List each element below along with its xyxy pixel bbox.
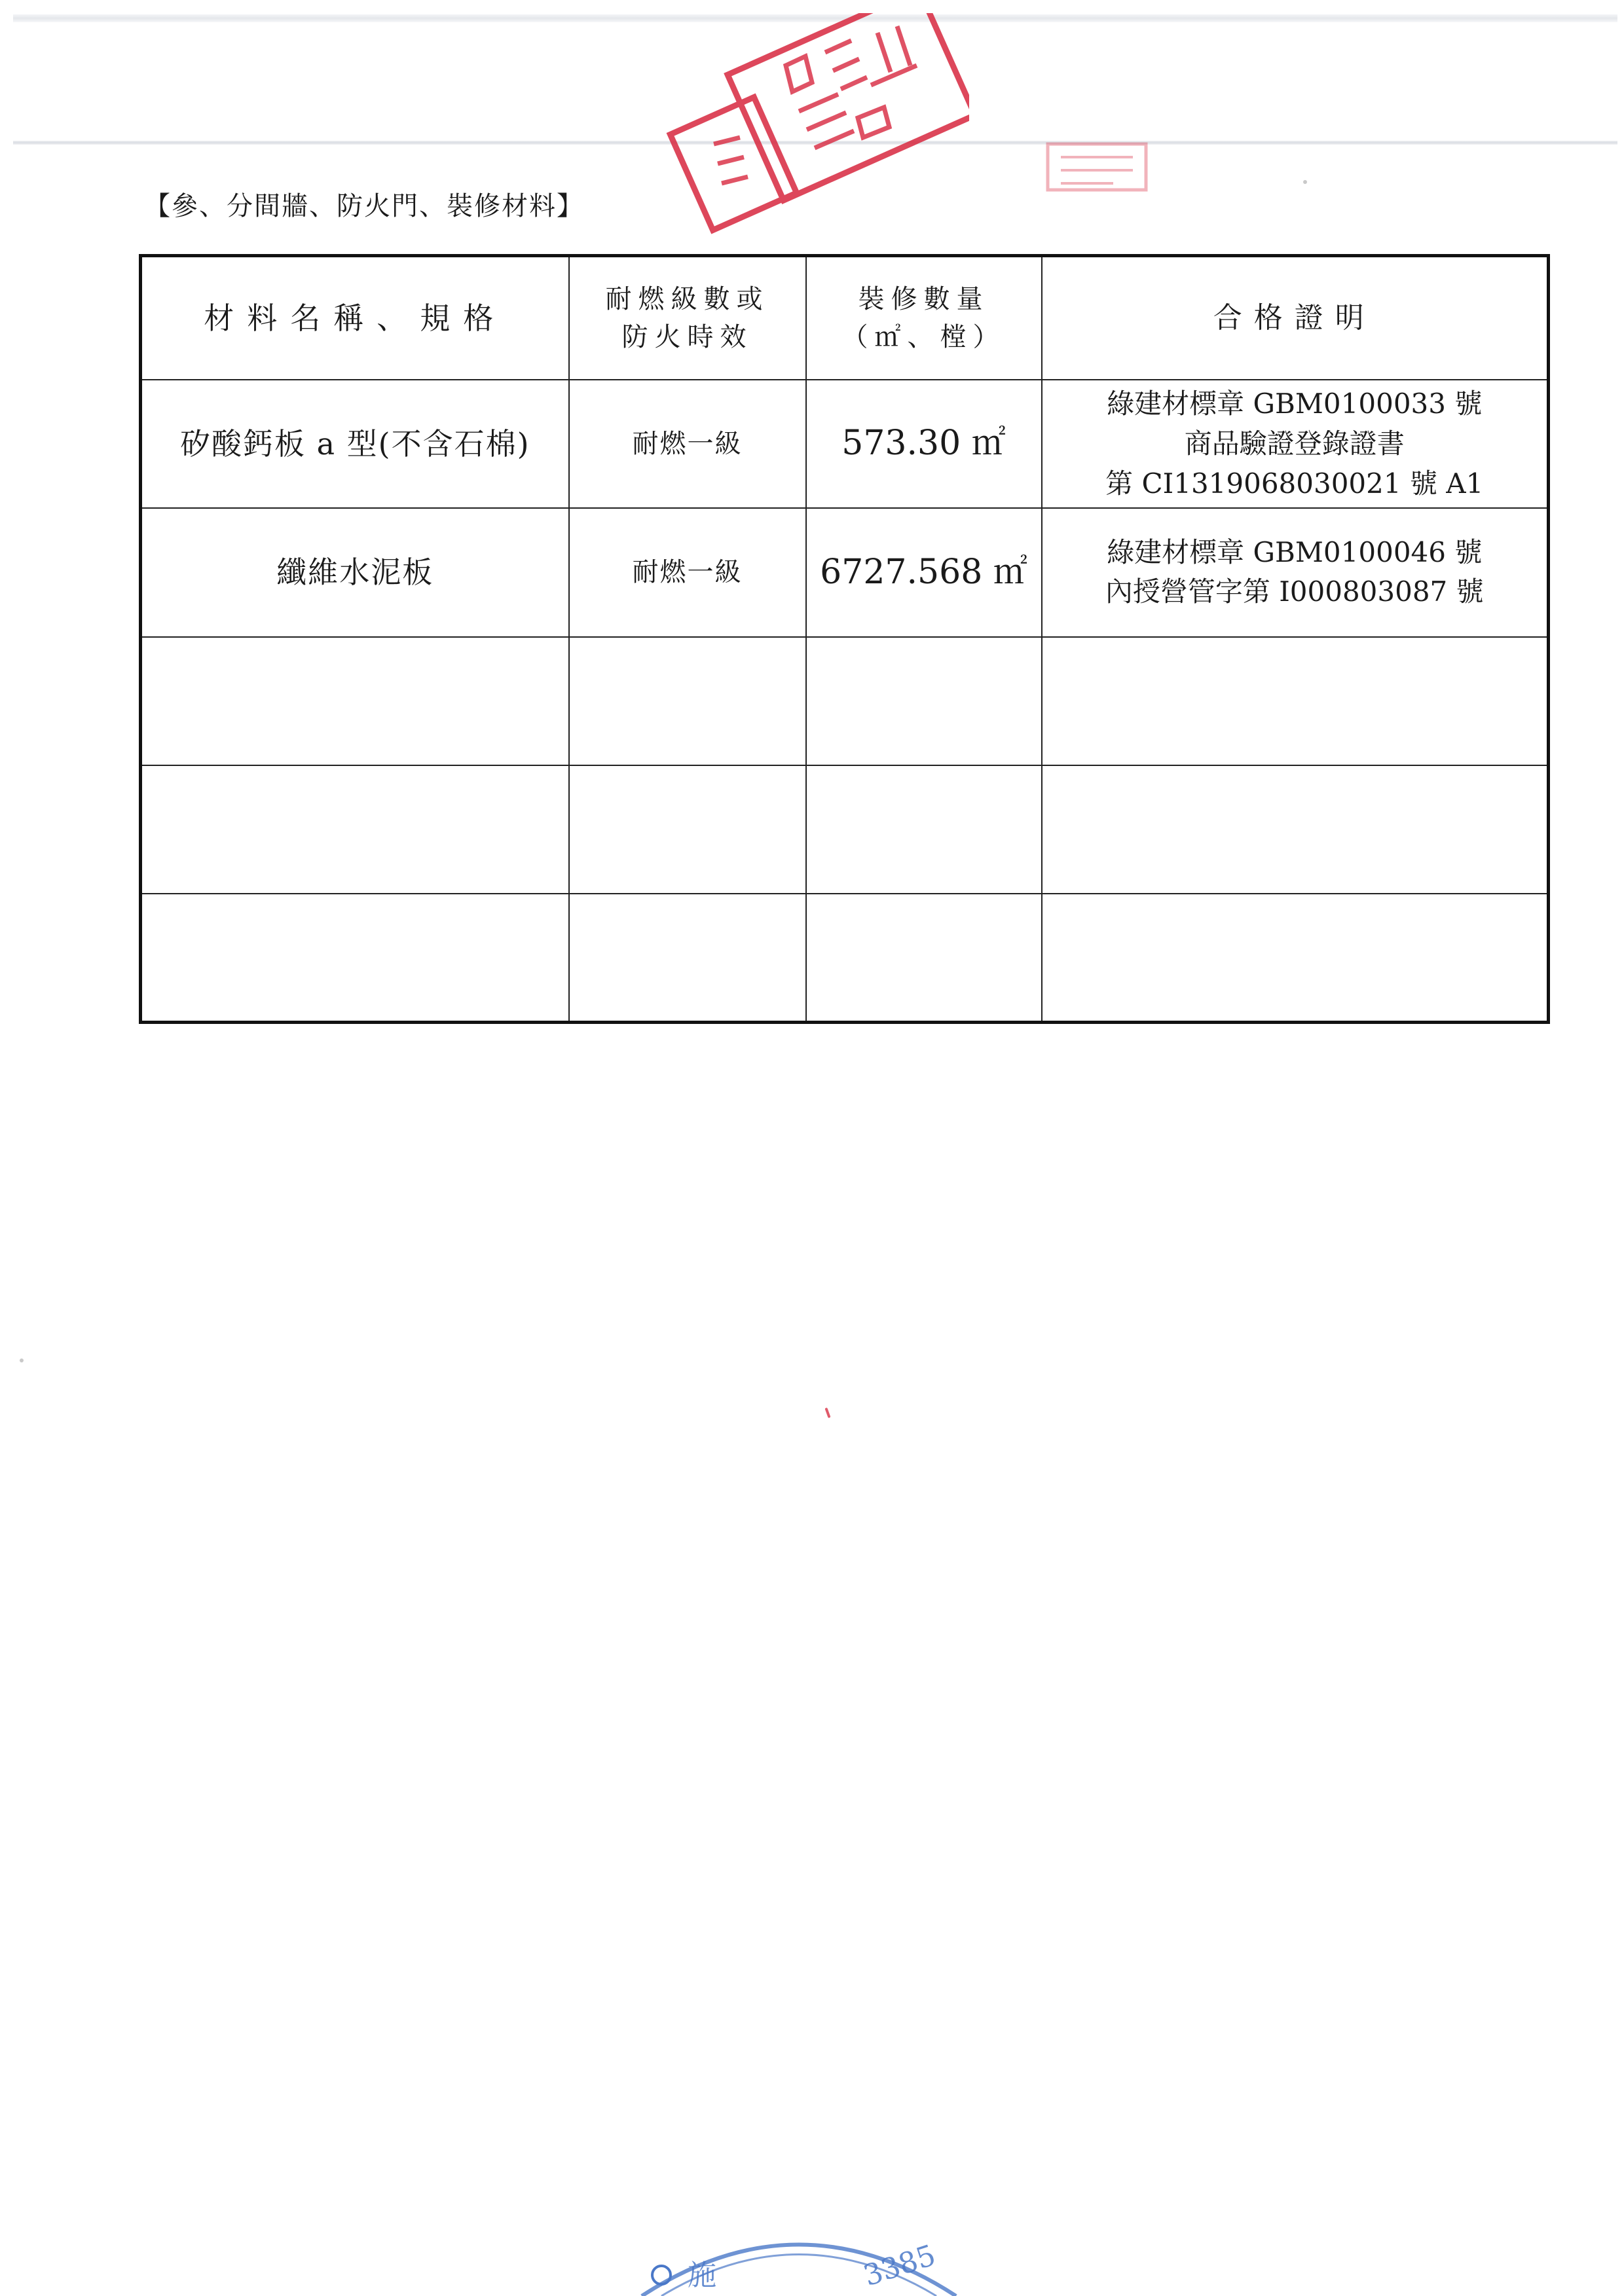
table-row — [141, 765, 1549, 894]
blue-seal-stamp — [629, 2219, 969, 2296]
blue-seal-char: 施 — [688, 2259, 716, 2292]
cell-fire-grade — [569, 894, 806, 1022]
blue-seal-digits: 3385 — [859, 2238, 940, 2293]
cell-quantity: 573.30 ㎡ — [806, 380, 1042, 508]
cert-line: 商品驗證登錄證書 — [1184, 427, 1405, 460]
red-seal-stamp — [661, 13, 969, 236]
cert-line: 第 CI1319068030021 號 A1 — [1105, 467, 1484, 500]
scan-speck — [824, 1408, 830, 1418]
header-certification: 合格證明 — [1042, 256, 1549, 380]
cell-material-name: 纖維水泥板 — [141, 508, 569, 636]
header-quantity-line2: （㎡、樘） — [841, 322, 1006, 352]
header-fire-grade — [569, 256, 806, 380]
header-quantity-line1: 裝修數量 — [858, 284, 989, 314]
cell-fire-grade — [569, 637, 806, 765]
materials-table — [139, 254, 1550, 1024]
cert-line: 綠建材標章 GBM0100046 號 — [1107, 536, 1483, 568]
cell-fire-grade: 耐燃一級 — [569, 380, 806, 508]
cell-quantity: 6727.568 ㎡ — [806, 508, 1042, 636]
table-row — [141, 508, 1549, 636]
cell-fire-grade — [569, 765, 806, 894]
cell-certification — [1042, 765, 1549, 894]
section-title: 【參、分間牆、防火門、裝修材料】 — [144, 191, 584, 221]
header-quantity — [806, 256, 1042, 380]
header-material-name: 材料名稱、規格 — [141, 256, 569, 380]
cell-quantity — [806, 894, 1042, 1022]
cell-material-name — [141, 765, 569, 894]
table-row — [141, 380, 1549, 508]
scan-speck — [1303, 180, 1307, 184]
cell-quantity — [806, 637, 1042, 765]
cell-quantity — [806, 765, 1042, 894]
cert-line: 內授營管字第 I000803087 號 — [1105, 575, 1484, 608]
scan-speck — [20, 1358, 24, 1362]
cell-certification — [1042, 637, 1549, 765]
table-row — [141, 637, 1549, 765]
faint-red-stamp — [1041, 137, 1153, 196]
header-fire-grade-line1: 耐燃級數或 — [605, 284, 769, 314]
cell-material-name — [141, 637, 569, 765]
cell-fire-grade: 耐燃一級 — [569, 508, 806, 636]
table-row — [141, 894, 1549, 1022]
cert-line: 綠建材標章 GBM0100033 號 — [1107, 387, 1483, 420]
cell-certification — [1042, 894, 1549, 1022]
header-fire-grade-line2: 防火時效 — [621, 322, 753, 352]
cell-certification — [1042, 380, 1549, 508]
table-header-row — [141, 256, 1549, 380]
cell-material-name: 矽酸鈣板 a 型(不含石棉) — [141, 380, 569, 508]
cell-material-name — [141, 894, 569, 1022]
cell-certification — [1042, 508, 1549, 636]
